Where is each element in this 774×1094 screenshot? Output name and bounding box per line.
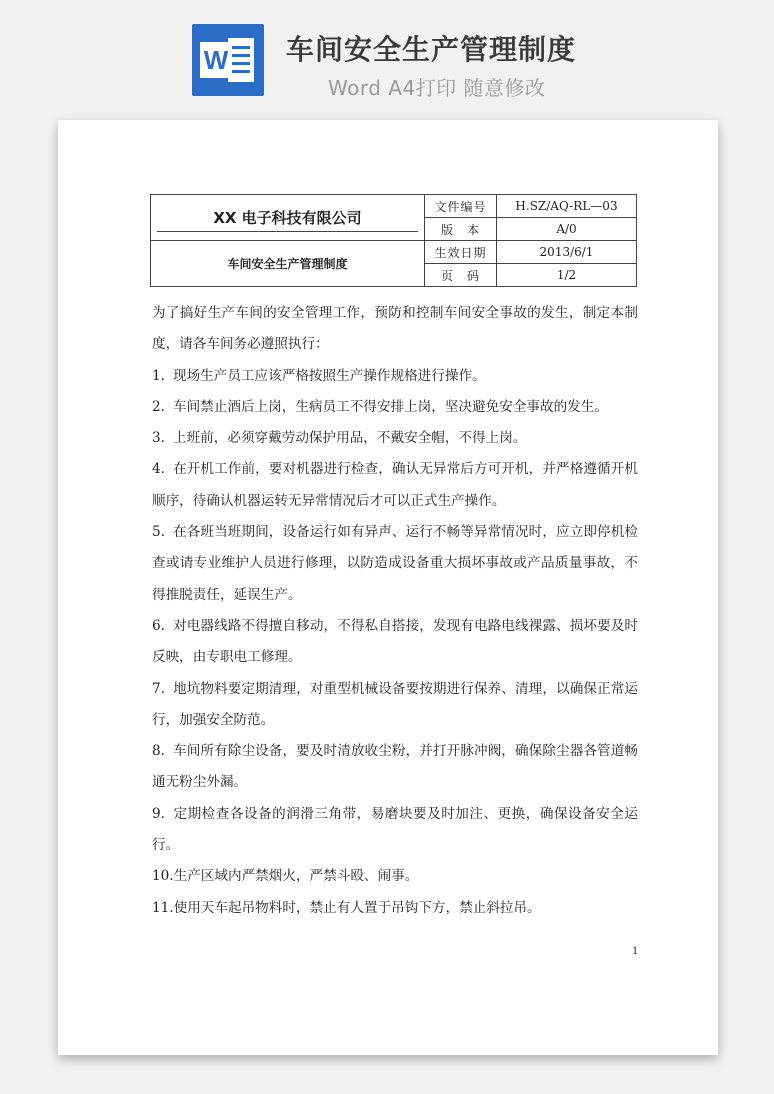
list-item-number: 4. xyxy=(152,461,165,478)
list-item xyxy=(152,361,638,392)
row-value-version: A/0 xyxy=(497,218,637,241)
list-item-number: 5. xyxy=(152,524,165,541)
row-key-effective-date: 生效日期 xyxy=(425,241,497,264)
list-item-text: 定期检查各设备的润滑三角带，易磨块要及时加注、更换，确保设备安全运行。 xyxy=(152,805,638,854)
list-item-number: 6. xyxy=(152,617,165,634)
list-item xyxy=(152,454,638,517)
list-item-text: 在开机工作前，要对机器进行检查，确认无异常后方可开机，并严格遵循开机顺序，待确认机器运转无异常情况后才可以正式生产操作。 xyxy=(152,461,638,509)
list-item-number: 11. xyxy=(152,899,174,916)
list-item xyxy=(152,736,638,799)
banner xyxy=(0,0,774,110)
row-key-page: 页 码 xyxy=(425,264,497,287)
list-item-number: 9. xyxy=(152,805,165,822)
list-item-number: 7. xyxy=(152,680,165,697)
list-item-text: 生产区域内严禁烟火，严禁斗殴、闹事。 xyxy=(173,868,419,885)
list-item-number: 3. xyxy=(152,430,165,447)
word-icon-letter: W xyxy=(203,45,229,75)
list-item xyxy=(152,517,638,611)
document-body xyxy=(152,298,638,924)
list-item xyxy=(152,392,638,423)
list-item xyxy=(152,423,638,454)
row-value-page: 1/2 xyxy=(497,264,637,287)
company-underline xyxy=(157,231,418,232)
list-item-text: 在各班当班期间，设备运行如有异声、运行不畅等异常情况时，应立即停机检查或请专业维护人员进行修理，以防造成设备重大损坏事故或产品质量事故，不得推脱责任，延误生产。 xyxy=(152,524,638,603)
list-item-number: 8. xyxy=(152,743,165,760)
list-item xyxy=(152,799,638,862)
list-item-number: 2. xyxy=(152,398,165,415)
list-item-number: 1. xyxy=(152,367,165,384)
page-number: 1 xyxy=(632,946,639,957)
list-item-text: 地坑物料要定期清理，对重型机械设备要按期进行保养、清理，以确保正常运行，加强安全防范。 xyxy=(152,680,638,728)
banner-title: 车间安全生产管理制度 xyxy=(286,33,577,66)
company-cell xyxy=(151,195,425,241)
row-value-effective-date: 2013/6/1 xyxy=(497,241,637,264)
intro-paragraph: 为了搞好生产车间的安全管理工作，预防和控制车间安全事故的发生，制定本制度，请各车间务必遵照执行： xyxy=(152,305,638,353)
list-item xyxy=(152,893,638,924)
list-item-text: 车间所有除尘设备，要及时清放收尘粉，并打开脉冲阀，确保除尘器各管道畅通无粉尘外漏。 xyxy=(152,743,638,791)
list-item xyxy=(152,674,638,737)
list-item-text: 使用天车起吊物料时，禁止有人置于吊钩下方，禁止斜拉吊。 xyxy=(173,899,541,916)
document-header-table xyxy=(150,194,637,287)
word-document-icon xyxy=(192,24,264,96)
list-item-text: 对电器线路不得擅自移动，不得私自搭接，发现有电路电线裸露、损坏要及时反映，由专职电工修理。 xyxy=(152,617,638,666)
row-key-file-number: 文件编号 xyxy=(425,195,497,218)
list-item-text: 现场生产员工应该严格按照生产操作规格进行操作。 xyxy=(172,367,486,384)
list-item-text: 上班前，必须穿戴劳动保护用品，不戴安全帽，不得上岗。 xyxy=(172,430,527,447)
document-page xyxy=(58,120,718,1055)
row-value-file-number: H.SZ/AQ-RL—03 xyxy=(497,195,637,218)
list-item-text: 车间禁止酒后上岗，生病员工不得安排上岗，坚决避免安全事故的发生。 xyxy=(172,398,608,415)
doc-title-cell: 车间安全生产管理制度 xyxy=(151,241,425,287)
list-item xyxy=(152,861,638,892)
row-key-version: 版 本 xyxy=(425,218,497,241)
list-item xyxy=(152,611,638,674)
company-name: XX 电子科技有限公司 xyxy=(213,209,362,227)
list-item-number: 10. xyxy=(152,868,174,885)
banner-subtitle: Word A4打印 随意修改 xyxy=(328,76,546,100)
